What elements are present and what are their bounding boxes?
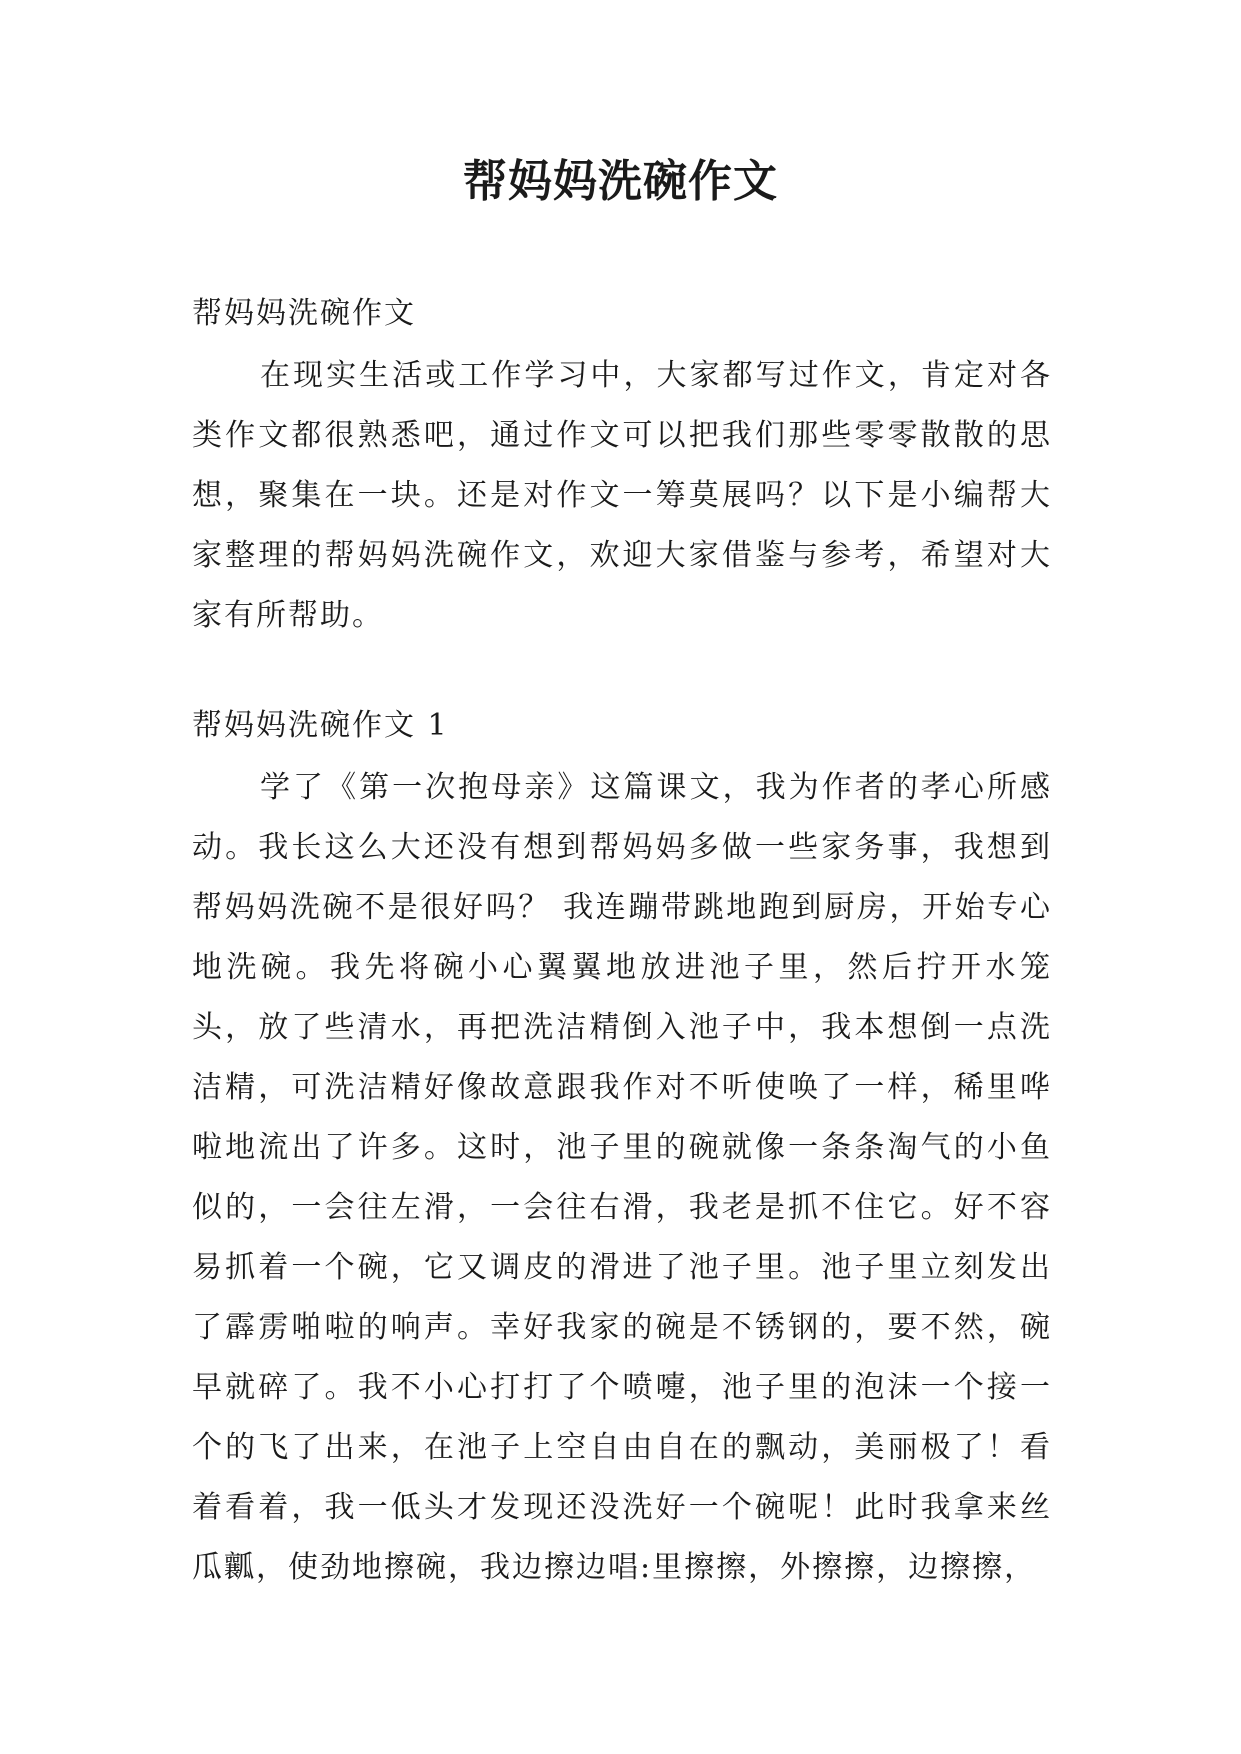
document-title: 帮妈妈洗碗作文 <box>463 156 778 207</box>
essay-1-paragraph: 学了《第一次抱母亲》这篇课文，我为作者的孝心所感动。我长这么大还没有想到帮妈妈多做一些家务事，我想到帮妈妈洗碗不是很好吗？ 我连蹦带跳地跑到厨房，开始专心地洗碗。我先将碗小心翼翼地放进池子里，然后拧开水笼头，放了些清水，再把洗洁精倒入池子中，我本想倒一点洗洁精，可洗洁精好像故意跟我作对不听使唤了一样，稀里哗啦地流出了许多。这时，池子里的碗就像一条条淘气的小鱼似的，一会往左滑，一会往右滑，我老是抓不住它。好不容易抓着一个碗，它又调皮的滑进了池子里。池子里立刻发出了霹雳啪啦的响声。幸好我家的碗是不锈钢的，要不然，碗早就碎了。我不小心打打了个喷嚏，池子里的泡沫一个接一个的飞了出来，在池子上空自由自在的飘动，美丽极了！看着看着，我一低头才发现还没洗好一个碗呢！此时我拿来丝瓜瓤，使劲地擦碗，我边擦边唱:里擦擦，外擦擦，边擦擦， <box>192 770 1052 1585</box>
intro-paragraph: 在现实生活或工作学习中，大家都写过作文，肯定对各类作文都很熟悉吧，通过作文可以把我们那些零零散散的思想，聚集在一块。还是对作文一筹莫展吗？以下是小编帮大家整理的帮妈妈洗碗作文，欢迎大家借鉴与参考，希望对大家有所帮助。 <box>192 358 1052 633</box>
intro-heading: 帮妈妈洗碗作文 <box>192 296 416 331</box>
essay-1-heading: 帮妈妈洗碗作文 1 <box>192 708 449 743</box>
